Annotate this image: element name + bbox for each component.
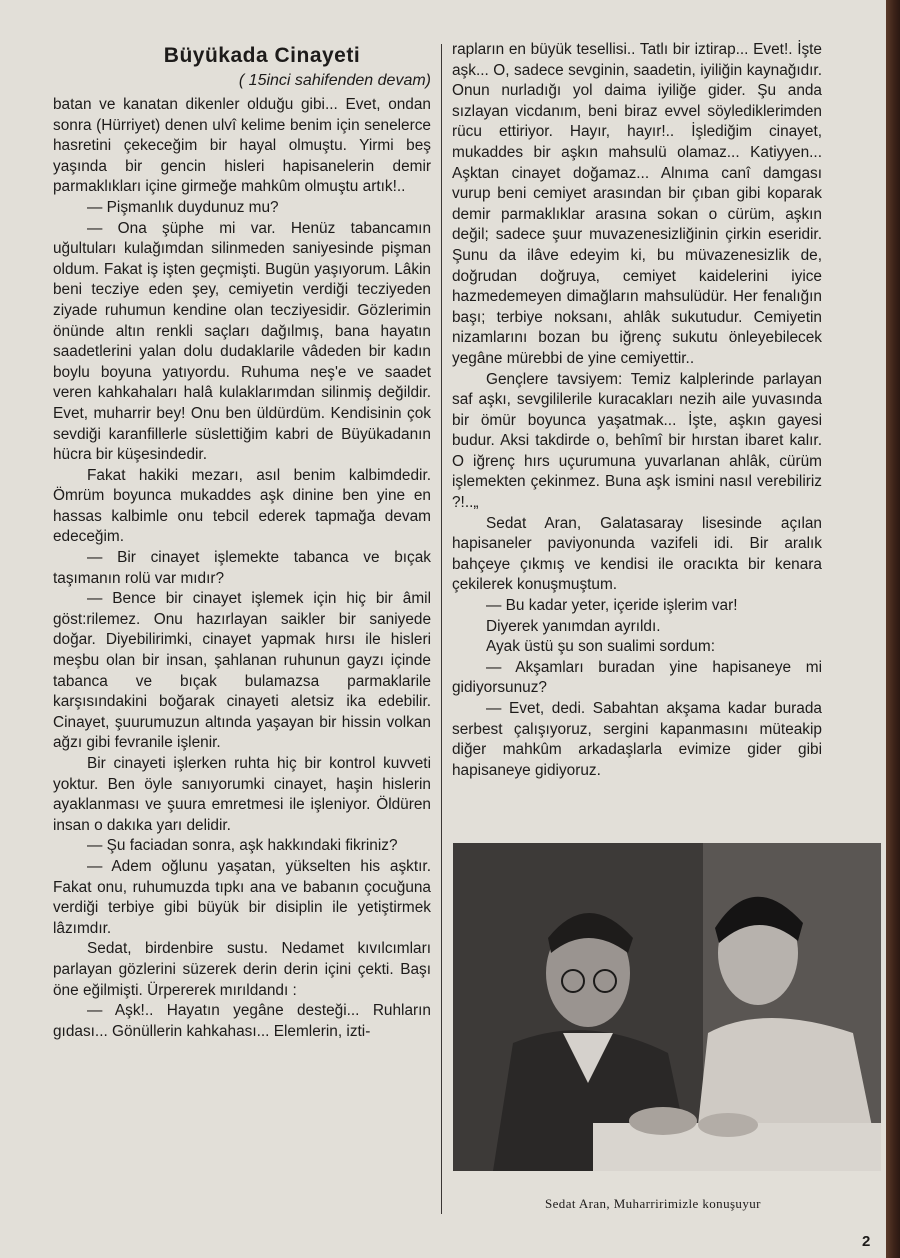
left-paragraph: — Ona şüphe mi var. Henüz tabancamın uğultuları kulağımdan silinmeden saniyesinde pişman oldum. Fakat iş işten geçmişti. Bugün yaşıyorum. Lâkin beni tecziye eden şey, cemiyetin verdiği tecziyeden ziyade ruhumun kendine olan tecziyesidir. Gözlerimin önünde altın renkli saçları dağılmış, bana hayatın saadetlerini yalan dolu dudaklarile vâdeden bir kadın boylu boyuna yatıyordu. Ruhuma neş'e ve saadet veren kahkahaları halâ kulaklarımdan silinmiş değildir. Evet, muharrir bey! Onu ben üldürdüm. Kendisinin çok sevdiği karanfillerle süslettiğim kabri de Büyükadanın hücra bir küşesindedir. [53,219,431,464]
column-divider [441,44,442,1214]
page-number: 2 [862,1233,871,1250]
left-paragraph: batan ve kanatan dikenler olduğu gibi... Evet, ondan sonra (Hürriyet) denen ulvî kelime benim için senelerce hasretini çekeceğim bir hayal olmuştu. Yirmi beş yaşında bir gencin hisleri hapisanelerin demir parmaklıkları içine girmeğe mahkûm olmuştu artık!.. [53,96,431,196]
right-column-body [452,40,822,781]
right-column [452,40,822,781]
left-paragraph: Bir cinayeti işlerken ruhta hiç bir kontrol kuvveti yoktur. Ben öyle sanıyorumki cinayet, haşin hislerin ayaklanması ve şuura emretmesi ile işleniyor. Öldüren insan o dakıka yarı delidir. [53,755,431,834]
left-paragraph: — Pişmanlık duydunuz mu? [87,198,279,216]
photo-illustration [453,843,881,1171]
continuation-note: ( 15inci sahifenden devam) [238,72,431,89]
right-paragraph: — Evet, dedi. Sabahtan akşama kadar burada serbest çalışıyoruz, sergini kapanmasını müteakip diğer mahkûm arkadaşlarla evimize gider gibi hapisaneye gidiyoruz. [452,700,822,779]
left-paragraph: — Aşk!.. Hayatın yegâne desteği... Ruhların gıdası... Gönüllerin kahkahası... Elemlerin, izti- [53,1002,431,1040]
right-paragraph: — Akşamları buradan yine hapisaneye mi gidiyorsunuz? [452,658,822,697]
right-paragraph: — Bu kadar yeter, içeride işlerim var! [486,597,738,615]
book-binding [886,0,900,1258]
left-paragraph: Fakat hakiki mezarı, asıl benim kalbimdedir. Ömrüm boyunca mukaddes aşk dinine ben yine en hassas kalbimle onu tebcil ederek tapmağa devam edeceğim. [53,466,431,546]
right-paragraph: Gençlere tavsiyem: Temiz kalplerinde parlayan saf aşkı, sevgililerile kuracakları nezih aile yuvasında bir ömür boyunca yaşatmak... İşte, aşkın gayesi budur. Aksi takdirde o, behîmî bir hırstan ibaret kalır. O iğrenç hırs uçurumuna yuvarlanan ahlâk, cürüm işlemekten çekinmez. Buna aşk ismini nasıl verebiliriz ?!..„ [452,370,822,512]
right-paragraph: Ayak üstü şu son sualimi sordum: [486,638,715,656]
right-paragraph: Sedat Aran, Galatasaray lisesinde açılan hapisaneler paviyonunda vazifeli idi. Bir aralık bahçeye çıkmış ve kendisi ile oracıkta bir kenara çekilerek konuşmuştum. [452,514,822,594]
left-column-body [53,95,431,1042]
right-paragraph: rapların en büyük tesellisi.. Tatlı bir iztirap... Evet!. İşte aşk... O, sadece sevginin, saadetin, iyiliğin kaynağıdır. Onun nurladığı yol daima iyiliğe gider. Şu anda sızlayan vicdanım, beni biraz evvel söylediklerimden rücu ettiriyor. Hayır, hayır!.. İşlediğim cinayet, mukaddes bir aşkın mahsulü olamaz... Katiyyen... Aşktan cinayet doğamaz... Alnıma canî damgası vurup beni cemiyet arasından bir çıban gibi koparak demir parmaklıklar arasına sokan o cürüm, aşkın değil; sadece şuur muvazenesizliğinin çirkin eseridir. Şunu da ilâve edeyim ki, bu müvazenesizlik de, doğrudan doğruya, cemiyet kaidelerini iyice hazmedemeyen dimağların mahsulüdür. Her fenalığın başı; terbiye noksanı, ahlâk sukutudur. Cemiyetin nizamlarını bozan bu iğrenç sukutu önleyebilecek yegâne mürebbi de yine cemiyettir.. [452,41,822,367]
left-paragraph: — Adem oğlunu yaşatan, yükselten his aşktır. Fakat onu, ruhumuzda tıpkı ana ve babanın çocuğuna verdiği terbiye gibi büyük bir disiplin ile yetiştirmek lâzımdır. [53,857,431,937]
article-title: Büyükada Cinayeti [163,44,361,67]
left-paragraph: — Bir cinayet işlemekte tabanca ve bıçak taşımanın rolü var mıdır? [53,549,431,587]
left-paragraph: — Bence bir cinayet işlemek için hiç bir âmil göst:rilemez. Onu hazırlayan saikler bir saniyede doğar. Diyebilirimki, cinayet yapmak hırsı ile hisleri meşbu olan bir insan, şahlanan ruhunun gayzı içinde tabanca ve bıçak bulamazsa parmaklarile karşısındakini boğarak cinayeti aletsiz ika edebilir. Cinayet, şuurumuzun altında yaşayan bir hissin volkan ağzı gibi fevranile işlenir. [53,590,431,752]
photo-caption: Sedat Aran, Muharririmizle konuşuyur [545,1196,761,1211]
left-column [53,40,431,1042]
left-paragraph: Sedat, birdenbire sustu. Nedamet kıvılcımları parlayan gözlerini süzerek derin derin içini çekti. Başı öne eğilmişti. Ürpererek mırıldandı : [53,940,431,999]
interview-photo [453,843,881,1171]
left-paragraph: — Şu faciadan sonra, aşk hakkındaki fikriniz? [87,837,398,855]
right-paragraph: Diyerek yanımdan ayrıldı. [486,617,661,635]
